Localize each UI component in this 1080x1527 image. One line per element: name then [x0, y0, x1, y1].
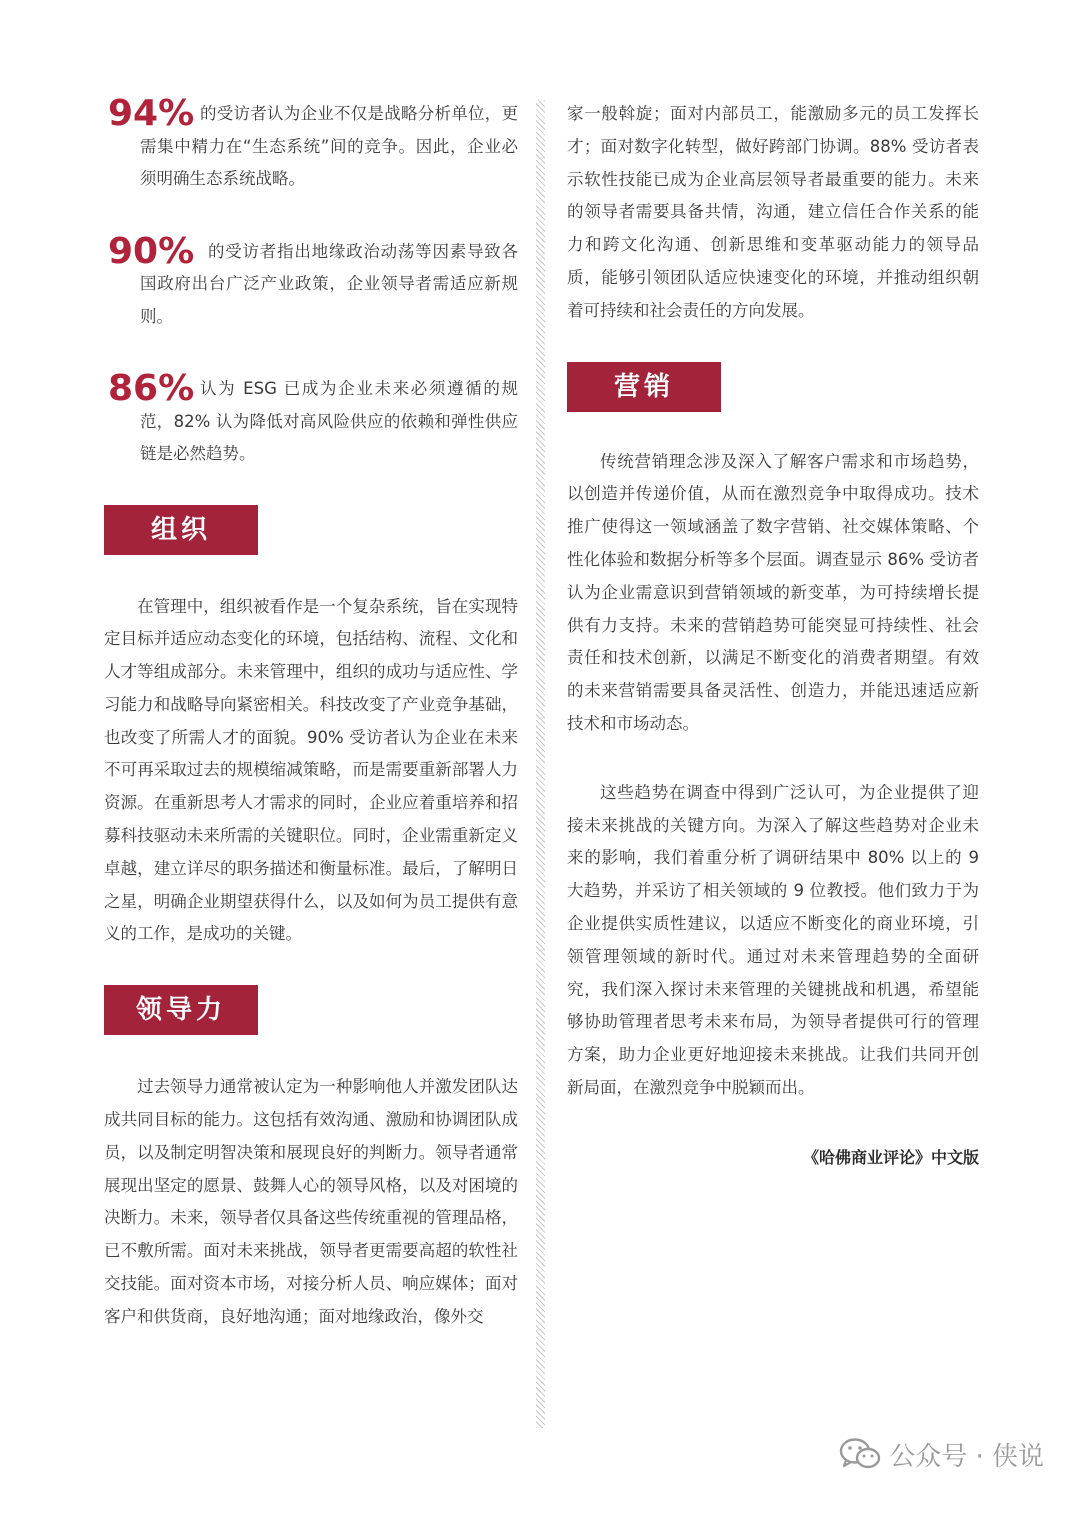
section-marketing	[567, 362, 979, 741]
column-divider	[536, 100, 545, 1428]
right-column	[567, 98, 979, 1168]
section-organization	[104, 505, 518, 952]
signature: 《哈佛商业评论》中文版	[802, 1147, 979, 1167]
section-heading-leadership: 领导力	[104, 985, 258, 1035]
stat-block	[104, 230, 518, 334]
organization-paragraph: 在管理中，组织被看作是一个复杂系统，旨在实现特定目标并适应动态变化的环境，包括结构、流程、文化和人才等组成部分。未来管理中，组织的成功与适应性、学习能力和战略导向紧密相关。科技改变了产业竞争基础，也改变了所需人才的面貌。90% 受访者认为企业在未来不可再采取过去的规模缩减策略，而是需要重新部署人力资源。在重新思考人才需求的同时，企业应着重培养和招募科技驱动未来所需的关键职位。同时，企业需重新定义卓越，建立详尽的职务描述和衡量标准。最后，了解明日之星，明确企业期望获得什么，以及如何为员工提供有意义的工作，是成功的关键。	[104, 596, 518, 944]
leadership-paragraph-continued: 家一般斡旋；面对内部员工，能激励多元的员工发挥长才；面对数字化转型，做好跨部门协调。88% 受访者表示软性技能已成为企业高层领导者最重要的能力。未来的领导者需要具备共情，沟通，建立信任合作关系的能力和跨文化沟通、创新思维和变革驱动能力的领导品质，能够引领团队适应快速变化的环境，并推动组织朝着可持续和社会责任的方向发展。	[567, 104, 979, 320]
closing-paragraph: 这些趋势在调查中得到广泛认可，为企业提供了迎接未来挑战的关键方向。为深入了解这些趋势对企业未来的影响，我们着重分析了调研结果中 80% 以上的 9 大趋势，并采访了相关领域的 9 位教授。他们致力于为企业提供实质性建议，以适应不断变化的商业环境，引领管理领域的新时代。通过对未来管理趋势的全面研究，我们深入探讨未来管理的关键挑战和机遇，希望能够协助管理者思考未来布局，为领导者提供可行的管理方案，助力企业更好地迎接未来挑战。让我们共同开创新局面，在激烈竞争中脱颖而出。	[567, 782, 979, 1097]
section-heading-marketing: 营销	[567, 362, 721, 412]
section-heading-organization: 组织	[104, 505, 258, 555]
wechat-icon	[839, 1437, 881, 1471]
stat-value: 94%	[108, 93, 195, 134]
stat-text: 的受访者认为企业不仅是战略分析单位，更需集中精力在“生态系统”间的竞争。因此，企业必须明确生态系统战略。	[140, 104, 518, 188]
marketing-paragraph: 传统营销理念涉及深入了解客户需求和市场趋势，以创造并传递价值，从而在激烈竞争中取得成功。技术推广使得这一领域涵盖了数字营销、社交媒体策略、个性化体验和数据分析等多个层面。调查显示 86% 受访者认为企业需意识到营销领域的新变革，为可持续增长提供有力支持。未来的营销趋势可能突显可持续性、社会责任和技术创新，以满足不断变化的消费者期望。有效的未来营销需要具备灵活性、创造力，并能迅速适应新技术和市场动态。	[567, 451, 979, 733]
stat-value: 86%	[108, 368, 195, 409]
leadership-paragraph: 过去领导力通常被认定为一种影响他人并激发团队达成共同目标的能力。这包括有效沟通、激励和协调团队成员，以及制定明智决策和展现良好的判断力。领导者通常展现出坚定的愿景、鼓舞人心的领导风格，以及对困境的决断力。未来，领导者仅具备这些传统重视的管理品格，已不敷所需。面对未来挑战，领导者更需要高超的软性社交技能。面对资本市场，对接分析人员、响应媒体；面对客户和供货商，良好地沟通；面对地缘政治，像外交	[104, 1077, 518, 1326]
stat-text: 认为 ESG 已成为企业未来必须遵循的规范，82% 认为降低对高风险供应的依赖和弹性供应链是必然趋势。	[140, 379, 518, 463]
watermark	[839, 1432, 1044, 1476]
watermark-text: 公众号 · 侠说	[889, 1441, 1044, 1472]
stat-block	[104, 368, 518, 471]
left-column	[104, 93, 518, 1334]
stat-value: 90%	[108, 230, 195, 272]
stat-text: 的受访者指出地缘政治动荡等因素导致各国政府出台广泛产业政策，企业领导者需适应新规则。	[140, 241, 518, 326]
stat-block	[104, 93, 518, 196]
section-leadership	[104, 985, 518, 1333]
